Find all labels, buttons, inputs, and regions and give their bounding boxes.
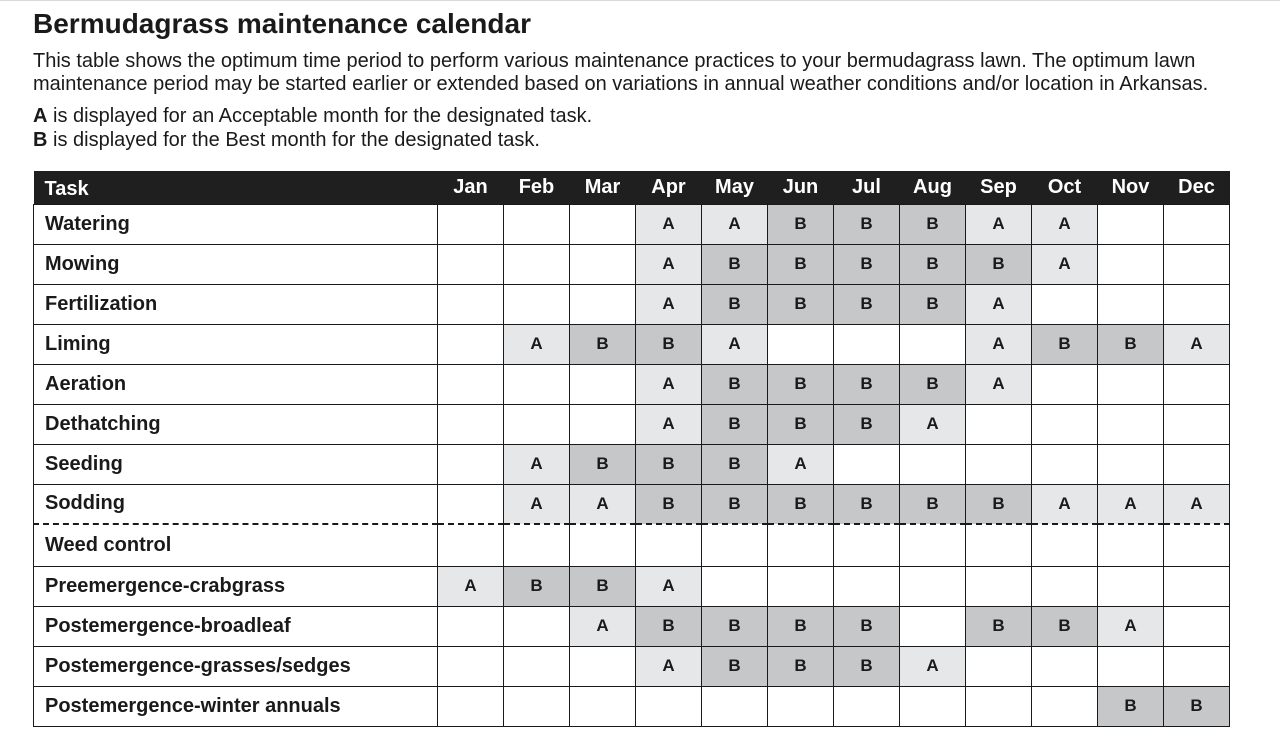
table-body [34, 204, 1230, 726]
month-cell [570, 524, 636, 566]
legend-best [33, 128, 1233, 152]
month-cell [900, 524, 966, 566]
month-cell: B [702, 646, 768, 686]
month-cell: B [768, 606, 834, 646]
task-name: Dethatching [34, 404, 438, 444]
month-cell [966, 444, 1032, 484]
month-cell [636, 524, 702, 566]
month-cell [834, 524, 900, 566]
month-cell [1164, 646, 1230, 686]
legend-best-text: is displayed for the Best month for the designated task. [47, 129, 540, 151]
column-header-month: Sep [966, 171, 1032, 204]
table-row [34, 484, 1230, 524]
month-cell [768, 686, 834, 726]
legend-best-key: B [33, 129, 48, 151]
month-cell [900, 606, 966, 646]
month-cell: A [966, 364, 1032, 404]
table-row [34, 404, 1230, 444]
month-cell: B [570, 444, 636, 484]
month-cell: B [702, 606, 768, 646]
month-cell: B [570, 324, 636, 364]
month-cell: A [768, 444, 834, 484]
month-cell: B [702, 444, 768, 484]
month-cell [438, 686, 504, 726]
month-cell [768, 524, 834, 566]
month-cell [834, 444, 900, 484]
table-row [34, 244, 1230, 284]
task-name: Preemergence-crabgrass [34, 566, 438, 606]
intro-text: This table shows the optimum time period to perform various maintenance practices to your bermudagrass lawn. The optimum lawn maintenance period may be started earlier or extended based on variations in annual weather conditions and/or location in Arkansas. [33, 50, 1209, 95]
month-cell [900, 686, 966, 726]
month-cell: A [1098, 484, 1164, 524]
month-cell [1164, 204, 1230, 244]
month-cell: A [966, 284, 1032, 324]
month-cell [504, 244, 570, 284]
month-cell: B [1032, 606, 1098, 646]
month-cell: B [834, 606, 900, 646]
table-row [34, 444, 1230, 484]
month-cell [966, 524, 1032, 566]
month-cell [504, 364, 570, 404]
month-cell: A [1032, 244, 1098, 284]
month-cell: A [1032, 204, 1098, 244]
month-cell: B [1164, 686, 1230, 726]
month-cell [1164, 284, 1230, 324]
month-cell [900, 324, 966, 364]
month-cell [504, 404, 570, 444]
column-header-month: Dec [1164, 171, 1230, 204]
task-name: Sodding [34, 484, 438, 524]
table-row [34, 606, 1230, 646]
month-cell: A [636, 364, 702, 404]
month-cell [1098, 646, 1164, 686]
month-cell [1098, 566, 1164, 606]
month-cell: B [834, 204, 900, 244]
month-cell [570, 646, 636, 686]
month-cell: A [1032, 484, 1098, 524]
month-cell [570, 404, 636, 444]
month-cell: B [636, 484, 702, 524]
month-cell: A [636, 404, 702, 444]
month-cell: B [768, 484, 834, 524]
month-cell: B [636, 606, 702, 646]
legend-acceptable-text: is displayed for an Acceptable month for the designated task. [47, 105, 593, 127]
month-cell: A [900, 404, 966, 444]
month-cell [1098, 404, 1164, 444]
column-header-month: Nov [1098, 171, 1164, 204]
table-row [34, 284, 1230, 324]
table-row [34, 686, 1230, 726]
month-cell: A [570, 606, 636, 646]
month-cell [504, 686, 570, 726]
month-cell [438, 646, 504, 686]
top-rule [0, 0, 1280, 1]
month-cell [438, 244, 504, 284]
task-name: Postemergence-winter annuals [34, 686, 438, 726]
table-row [34, 566, 1230, 606]
month-cell [504, 646, 570, 686]
task-name: Postemergence-broadleaf [34, 606, 438, 646]
table-header-row [34, 171, 1230, 204]
task-name: Liming [34, 324, 438, 364]
month-cell: B [900, 484, 966, 524]
month-cell: A [1098, 606, 1164, 646]
column-header-month: Aug [900, 171, 966, 204]
month-cell [1164, 606, 1230, 646]
column-header-month: Oct [1032, 171, 1098, 204]
month-cell [966, 646, 1032, 686]
month-cell: B [768, 284, 834, 324]
month-cell [438, 364, 504, 404]
month-cell: A [1164, 324, 1230, 364]
month-cell [702, 524, 768, 566]
month-cell [966, 566, 1032, 606]
month-cell [570, 284, 636, 324]
column-header-month: Mar [570, 171, 636, 204]
table-row [34, 324, 1230, 364]
month-cell [966, 686, 1032, 726]
month-cell: B [768, 404, 834, 444]
maintenance-calendar-table [33, 171, 1230, 727]
month-cell [570, 204, 636, 244]
month-cell [1032, 686, 1098, 726]
task-name: Postemergence-grasses/sedges [34, 646, 438, 686]
month-cell [966, 404, 1032, 444]
month-cell: B [834, 646, 900, 686]
table-row [34, 204, 1230, 244]
month-cell [1164, 404, 1230, 444]
month-cell: A [504, 484, 570, 524]
month-cell [900, 444, 966, 484]
month-cell [570, 244, 636, 284]
month-cell [900, 566, 966, 606]
month-cell [702, 686, 768, 726]
section-row-weed-control [34, 524, 1230, 566]
month-cell: B [1098, 324, 1164, 364]
month-cell: A [504, 324, 570, 364]
task-name: Mowing [34, 244, 438, 284]
month-cell: B [768, 646, 834, 686]
month-cell: B [702, 284, 768, 324]
month-cell [438, 444, 504, 484]
month-cell: B [768, 364, 834, 404]
month-cell [768, 566, 834, 606]
month-cell [504, 284, 570, 324]
month-cell [1032, 566, 1098, 606]
month-cell [438, 606, 504, 646]
month-cell: B [900, 204, 966, 244]
month-cell [1032, 284, 1098, 324]
month-cell [834, 324, 900, 364]
month-cell: B [702, 404, 768, 444]
month-cell [1032, 444, 1098, 484]
month-cell: B [834, 244, 900, 284]
month-cell [1032, 404, 1098, 444]
month-cell: B [636, 324, 702, 364]
month-cell: B [966, 484, 1032, 524]
table-row [34, 364, 1230, 404]
month-cell [1032, 524, 1098, 566]
column-header-month: Feb [504, 171, 570, 204]
month-cell [1164, 244, 1230, 284]
month-cell: B [834, 364, 900, 404]
month-cell: B [702, 484, 768, 524]
task-name: Seeding [34, 444, 438, 484]
month-cell: A [966, 324, 1032, 364]
column-header-task: Task [34, 171, 438, 204]
table-row [34, 646, 1230, 686]
month-cell [1098, 524, 1164, 566]
month-cell: B [966, 606, 1032, 646]
month-cell: B [834, 404, 900, 444]
month-cell [504, 606, 570, 646]
month-cell [1164, 524, 1230, 566]
month-cell [768, 324, 834, 364]
month-cell: B [702, 244, 768, 284]
month-cell [570, 686, 636, 726]
month-cell: B [570, 566, 636, 606]
month-cell: B [1032, 324, 1098, 364]
month-cell: A [636, 204, 702, 244]
month-cell [1098, 204, 1164, 244]
month-cell [834, 686, 900, 726]
month-cell: A [900, 646, 966, 686]
month-cell: B [834, 484, 900, 524]
column-header-month: Jul [834, 171, 900, 204]
month-cell: B [900, 284, 966, 324]
month-cell: B [768, 204, 834, 244]
month-cell: A [966, 204, 1032, 244]
month-cell: B [1098, 686, 1164, 726]
month-cell: B [636, 444, 702, 484]
month-cell: B [768, 244, 834, 284]
task-name: Fertilization [34, 284, 438, 324]
month-cell: B [900, 364, 966, 404]
month-cell: A [702, 324, 768, 364]
month-cell: B [966, 244, 1032, 284]
month-cell: A [1164, 484, 1230, 524]
month-cell: B [504, 566, 570, 606]
month-cell: A [636, 244, 702, 284]
month-cell [570, 364, 636, 404]
month-cell [438, 284, 504, 324]
month-cell: B [834, 284, 900, 324]
month-cell: A [636, 284, 702, 324]
month-cell [1098, 364, 1164, 404]
month-cell: A [702, 204, 768, 244]
month-cell: A [636, 566, 702, 606]
month-cell: A [504, 444, 570, 484]
column-header-month: Jan [438, 171, 504, 204]
month-cell [504, 524, 570, 566]
legend-acceptable [33, 104, 1233, 128]
month-cell: B [900, 244, 966, 284]
column-header-month: Apr [636, 171, 702, 204]
month-cell [1164, 566, 1230, 606]
month-cell: B [702, 364, 768, 404]
month-cell [1032, 364, 1098, 404]
month-cell [702, 566, 768, 606]
month-cell [438, 484, 504, 524]
month-cell [504, 204, 570, 244]
month-cell: A [570, 484, 636, 524]
month-cell [1164, 364, 1230, 404]
month-cell [1098, 244, 1164, 284]
column-header-month: Jun [768, 171, 834, 204]
legend-acceptable-key: A [33, 105, 48, 127]
month-cell: A [636, 646, 702, 686]
task-name: Watering [34, 204, 438, 244]
month-cell [438, 324, 504, 364]
column-header-month: May [702, 171, 768, 204]
task-name: Weed control [34, 524, 438, 566]
page-title: Bermudagrass maintenance calendar [33, 8, 531, 39]
task-name: Aeration [34, 364, 438, 404]
month-cell [1164, 444, 1230, 484]
month-cell [438, 524, 504, 566]
month-cell [834, 566, 900, 606]
month-cell [1032, 646, 1098, 686]
month-cell [1098, 284, 1164, 324]
month-cell: A [438, 566, 504, 606]
month-cell [1098, 444, 1164, 484]
month-cell [438, 404, 504, 444]
month-cell [438, 204, 504, 244]
month-cell [636, 686, 702, 726]
